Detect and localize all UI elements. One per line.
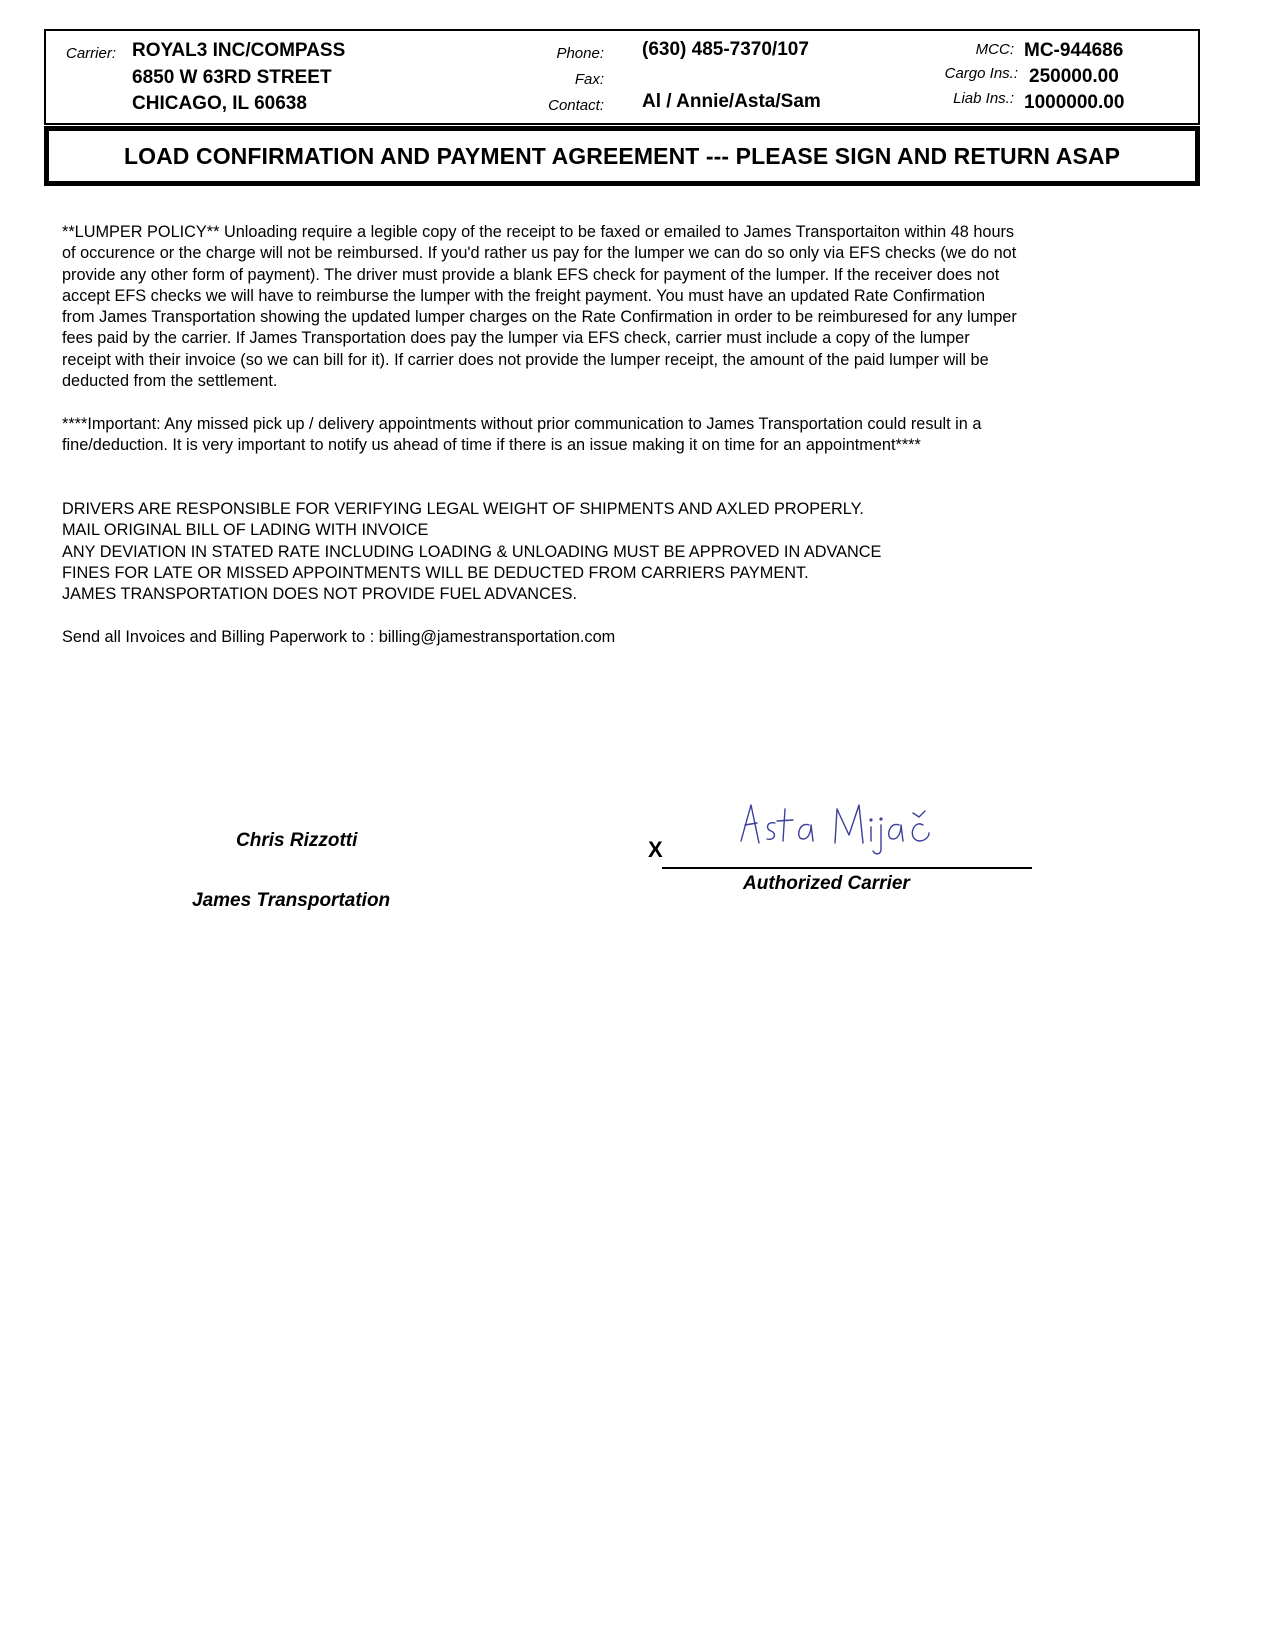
phone-label: Phone: (556, 45, 604, 62)
carrier-label: Carrier: (66, 45, 117, 62)
lumper-policy (62, 222, 1182, 392)
cargo-insurance-label: Cargo Ins.: (944, 65, 1018, 82)
billing-note (62, 627, 1182, 648)
contact-value: Al / Annie/Asta/Sam (642, 91, 821, 112)
lumper-policy-line: deducted from the settlement. (62, 372, 278, 391)
lumper-policy-line: receipt with their invoice (so we can bill for it). If carrier does not provide the lumper receipt, the amount of the paid lumper will be (62, 350, 989, 369)
contact-label: Contact: (548, 97, 604, 114)
lumper-policy-line: provide any other form of payment). The driver must provide a blank EFS check for payment of the lumper. If the receiver does not (62, 265, 1000, 284)
carrier-address-line1: 6850 W 63RD STREET (132, 67, 332, 88)
rule-line: FINES FOR LATE OR MISSED APPOINTMENTS WILL BE DEDUCTED FROM CARRIERS PAYMENT. (62, 563, 809, 582)
lumper-policy-line: of occurence or the charge will not be reimbursed. If you'd rather us pay for the lumper we can do so only via EFS checks (we do not (62, 244, 1017, 263)
phone-value: (630) 485-7370/107 (642, 39, 809, 60)
carrier-rules (62, 499, 1182, 605)
mcc-label: MCC: (975, 41, 1014, 58)
lumper-policy-line: **LUMPER POLICY** Unloading require a legible copy of the receipt to be faxed or emailed to James Transportaiton within 48 hours (62, 223, 1015, 241)
important-note-line: fine/deduction. It is very important to notify us ahead of time if there is an issue making it on time for an appointment**** (62, 436, 921, 455)
agreement-title: LOAD CONFIRMATION AND PAYMENT AGREEMENT --- PLEASE SIGN AND RETURN ASAP (123, 142, 1121, 169)
liability-insurance-label: Liab Ins.: (953, 90, 1014, 107)
mcc-value: MC-944686 (1024, 40, 1124, 61)
handwritten-signature (735, 797, 935, 867)
signature-x-mark: X (648, 837, 663, 862)
broker-person-name: Chris Rizzotti (236, 830, 358, 851)
carrier-signature-line (662, 867, 1032, 869)
agreement-title-box (44, 126, 1200, 186)
rule-line: MAIL ORIGINAL BILL OF LADING WITH INVOICE (62, 521, 429, 540)
carrier-address-line2: CHICAGO, IL 60638 (132, 93, 307, 114)
billing-note-line: Send all Invoices and Billing Paperwork to : billing@jamestransportation.com (62, 628, 616, 646)
broker-company-name: James Transportation (192, 890, 391, 911)
cargo-insurance-value: 250000.00 (1029, 66, 1119, 87)
lumper-policy-line: accept EFS checks we will have to reimburse the lumper with the freight payment. You must have an updated Rate Confirmation (62, 286, 986, 305)
lumper-policy-line: from James Transportation showing the updated lumper charges on the Rate Confirmation in order to be reimburesed for any lumper (62, 308, 1017, 327)
rule-line: ANY DEVIATION IN STATED RATE INCLUDING LOADING & UNLOADING MUST BE APPROVED IN ADVANCE (62, 542, 882, 561)
important-note-line: ****Important: Any missed pick up / delivery appointments without prior communication to James Transportation could result in a (62, 415, 982, 433)
fax-label: Fax: (574, 71, 604, 88)
lumper-policy-line: fees paid by the carrier. If James Transportation does pay the lumper via EFS check, carrier must include a copy of the lumper (62, 329, 970, 348)
important-note (62, 414, 1182, 457)
rule-line: JAMES TRANSPORTATION DOES NOT PROVIDE FUEL ADVANCES. (62, 585, 578, 604)
carrier-name: ROYAL3 INC/COMPASS (132, 40, 346, 61)
rule-line: DRIVERS ARE RESPONSIBLE FOR VERIFYING LEGAL WEIGHT OF SHIPMENTS AND AXLED PROPERLY. (62, 500, 864, 518)
liability-insurance-value: 1000000.00 (1024, 92, 1125, 113)
carrier-signature-caption: Authorized Carrier (743, 873, 910, 894)
carrier-header-box (44, 29, 1200, 125)
